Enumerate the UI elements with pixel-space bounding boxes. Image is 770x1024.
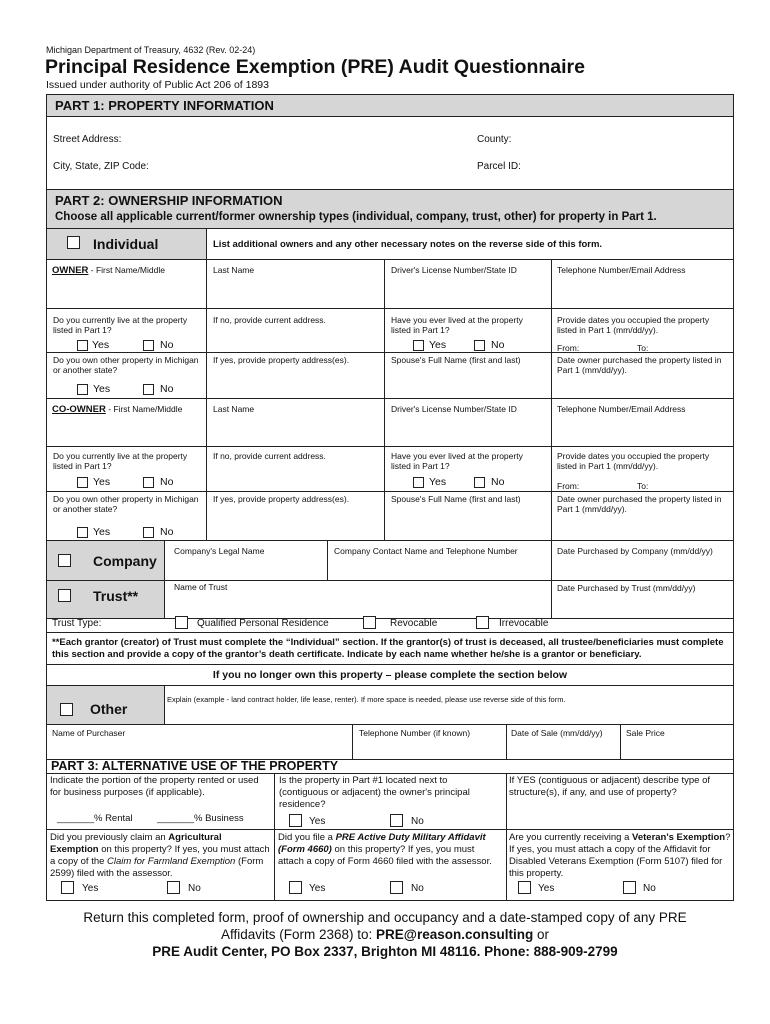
coowner-if-yes-label: If yes, provide property address(es). <box>213 494 350 504</box>
trust-note: **Each grantor (creator) of Trust must complete the “Individual” section. If the grantor(s) of trust is deceased, all trustee/beneficiaries must complete this section and provide a copy of the grantor’s death certificate. Indicate by each name whether he/she is a grantor or beneficiary. <box>52 637 724 660</box>
footer-line-2-pre: Affidavits (Form 2368) to: <box>220 927 377 942</box>
city-state-zip-label: City, State, ZIP Code: <box>53 161 149 172</box>
veteran-q-end: ? If yes, you must attach a copy of the Affidavit for Disabled Veterans Exemption (Form 5107) filed for this property. <box>509 832 731 879</box>
coowner-if-no-label: If no, provide current address. <box>213 451 326 461</box>
trust-type-label: Trust Type: <box>52 618 102 629</box>
owner-own-other-yes-label: Yes <box>93 383 111 395</box>
footer-line-3: PRE Audit Center, PO Box 2337, Brighton MI 48116. Phone: 888-909-2799 <box>152 944 618 959</box>
owner-ever-lived-no-label: No <box>491 339 505 351</box>
contiguous-question: Is the property in Part #1 located next to (contiguous or adjacent) the owner's principal residence? <box>279 775 470 810</box>
coowner-ever-lived-no-checkbox[interactable] <box>474 477 485 488</box>
owner-live-question: Do you currently live at the property listed in Part 1? <box>53 315 188 335</box>
owner-to-label: To: <box>637 343 649 353</box>
military-yes-label: Yes <box>309 883 326 894</box>
owner-own-other-question: Do you own other property in Michigan or another state? <box>53 355 199 375</box>
coowner-live-no-label: No <box>160 476 174 488</box>
owner-date-purchased-label: Date owner purchased the property listed in Part 1 (mm/dd/yy). <box>557 355 722 375</box>
trust-revocable-label: Revocable <box>390 618 438 629</box>
owner-live-yes-label: Yes <box>92 339 110 351</box>
coowner-own-other-yes-label: Yes <box>93 526 111 538</box>
form-number: Michigan Department of Treasury, 4632 (Rev. 02-24) <box>46 45 256 55</box>
owner-from-label: From: <box>557 343 580 353</box>
agricultural-yes-checkbox[interactable] <box>61 881 74 894</box>
coowner-ever-lived-question: Have you ever lived at the property listed in Part 1? <box>391 451 523 471</box>
agricultural-q-end: (Form 2599) filed with the assessor. <box>50 856 264 879</box>
coowner-ever-lived-yes-label: Yes <box>429 476 447 488</box>
footer-line-1: Return this completed form, proof of ownership and occupancy and a date-stamped copy of any PRE <box>83 910 687 925</box>
part2-heading: PART 2: OWNERSHIP INFORMATION <box>55 193 283 208</box>
trust-date-label: Date Purchased by Trust (mm/dd/yy) <box>557 583 696 593</box>
footer-line-2-post: or <box>533 927 550 942</box>
veteran-no-checkbox[interactable] <box>623 881 636 894</box>
veteran-q-pre: Are you currently receiving a <box>509 832 633 843</box>
coowner-label: CO-OWNER <box>52 404 106 415</box>
military-no-label: No <box>411 883 424 894</box>
purchaser-tel-label: Telephone Number (if known) <box>359 728 471 738</box>
veteran-question <box>509 832 731 880</box>
no-longer-own-heading: If you no longer own this property – please complete the section below <box>212 669 568 681</box>
other-label: Other <box>90 701 128 717</box>
company-contact-label: Company Contact Name and Telephone Number <box>334 546 518 556</box>
coowner-to-label: To: <box>637 481 649 491</box>
veteran-q-bold: Veteran's Exemption <box>632 832 726 843</box>
coowner-own-other-no-checkbox[interactable] <box>143 527 154 538</box>
contiguous-no-label: No <box>411 816 424 827</box>
parcel-id-label: Parcel ID: <box>477 161 521 172</box>
company-date-label: Date Purchased by Company (mm/dd/yy) <box>557 546 713 556</box>
coowner-ever-lived-yes-checkbox[interactable] <box>413 477 424 488</box>
agricultural-q-bold: Agricultural Exemption <box>50 832 222 855</box>
part2-instruction: Choose all applicable current/former ownership types (individual, company, trust, other) for property in Part 1. <box>55 211 657 223</box>
coowner-from-label: From: <box>557 481 580 491</box>
military-no-checkbox[interactable] <box>390 881 403 894</box>
owner-live-yes-checkbox[interactable] <box>77 340 88 351</box>
coowner-first-name-suffix: - First Name/Middle <box>105 404 183 414</box>
business-percent: _______% Business <box>157 813 244 824</box>
company-label: Company <box>93 553 157 569</box>
rental-percent: _______% Rental <box>57 813 133 824</box>
company-legal-name-label: Company's Legal Name <box>174 546 265 556</box>
agricultural-question <box>50 832 272 880</box>
agricultural-q-mid: on this property? If yes, you must attach a copy of the <box>50 844 270 867</box>
individual-checkbox[interactable] <box>67 236 80 249</box>
military-yes-checkbox[interactable] <box>289 881 302 894</box>
trust-qpr-label: Qualified Personal Residence <box>197 618 329 629</box>
coowner-own-other-no-label: No <box>160 526 174 538</box>
sale-price-label: Sale Price <box>626 728 665 738</box>
coowner-live-question: Do you currently live at the property listed in Part 1? <box>53 451 188 471</box>
owner-dl-label: Driver's License Number/State ID <box>391 265 517 275</box>
owner-ever-lived-no-checkbox[interactable] <box>474 340 485 351</box>
military-q-pre: Did you file a <box>278 832 336 843</box>
contiguous-no-checkbox[interactable] <box>390 814 403 827</box>
owner-last-name-label: Last Name <box>213 265 255 275</box>
agricultural-q-pre: Did you previously claim an <box>50 832 169 843</box>
part3-heading: PART 3: ALTERNATIVE USE OF THE PROPERTY <box>51 759 339 773</box>
street-address-label: Street Address: <box>53 134 122 145</box>
part1-heading: PART 1: PROPERTY INFORMATION <box>55 98 274 113</box>
trust-irrevocable-label: Irrevocable <box>499 618 549 629</box>
agricultural-no-checkbox[interactable] <box>167 881 180 894</box>
coowner-spouse-label: Spouse's Full Name (first and last) <box>391 494 521 504</box>
trust-checkbox[interactable] <box>58 589 71 602</box>
owner-own-other-no-checkbox[interactable] <box>143 384 154 395</box>
company-checkbox[interactable] <box>58 554 71 567</box>
owner-label: OWNER <box>52 265 89 276</box>
contiguous-yes-label: Yes <box>309 816 326 827</box>
coowner-ever-lived-no-label: No <box>491 476 505 488</box>
trust-qpr-checkbox[interactable] <box>175 616 188 629</box>
other-explain-label: Explain (example - land contract holder, life lease, renter). If more space is needed, please use reverse side of this form. <box>167 695 566 704</box>
owner-own-other-yes-checkbox[interactable] <box>77 384 88 395</box>
trust-revocable-checkbox[interactable] <box>363 616 376 629</box>
owner-tel-label: Telephone Number/Email Address <box>557 265 686 275</box>
footer-line-2 <box>0 927 770 942</box>
individual-label: Individual <box>93 236 159 252</box>
page-title: Principal Residence Exemption (PRE) Audit Questionnaire <box>45 56 585 78</box>
coowner-date-purchased-label: Date owner purchased the property listed in Part 1 (mm/dd/yy). <box>557 494 722 514</box>
owner-ever-lived-yes-label: Yes <box>429 339 447 351</box>
military-q-end: on this property? If yes, you must attach a copy of Form 4660 filed with the assessor. <box>278 844 492 867</box>
owner-spouse-label: Spouse's Full Name (first and last) <box>391 355 521 365</box>
agricultural-q-italic: Claim for Farmland Exemption <box>107 856 236 867</box>
authority-note: Issued under authority of Public Act 206 of 1893 <box>46 79 269 91</box>
owner-if-no-label: If no, provide current address. <box>213 315 326 325</box>
coowner-own-other-yes-checkbox[interactable] <box>77 527 88 538</box>
agricultural-no-label: No <box>188 883 201 894</box>
owner-dates-occupied-label: Provide dates you occupied the property listed in Part 1 (mm/dd/yy). <box>557 315 710 335</box>
owner-ever-lived-yes-checkbox[interactable] <box>413 340 424 351</box>
owner-own-other-no-label: No <box>160 383 174 395</box>
coowner-live-yes-checkbox[interactable] <box>77 477 88 488</box>
structure-question: If YES (contiguous or adjacent) describe type of structure(s), if any, and use of property? <box>509 775 711 798</box>
owner-live-no-checkbox[interactable] <box>143 340 154 351</box>
owner-ever-lived-question: Have you ever lived at the property listed in Part 1? <box>391 315 523 335</box>
coowner-dates-occupied-label: Provide dates you occupied the property listed in Part 1 (mm/dd/yy). <box>557 451 710 471</box>
questionnaire-form <box>46 94 734 901</box>
coowner-live-yes-label: Yes <box>93 476 111 488</box>
purchaser-name-label: Name of Purchaser <box>52 728 126 738</box>
military-question <box>278 832 502 868</box>
veteran-no-label: No <box>643 883 656 894</box>
other-checkbox[interactable] <box>60 703 73 716</box>
owner-live-no-label: No <box>160 339 174 351</box>
sale-date-label: Date of Sale (mm/dd/yy) <box>511 728 603 738</box>
trust-label: Trust** <box>93 588 139 604</box>
owner-if-yes-label: If yes, provide property address(es). <box>213 355 350 365</box>
contiguous-yes-checkbox[interactable] <box>289 814 302 827</box>
agricultural-yes-label: Yes <box>82 883 99 894</box>
military-q-bold: PRE Active Duty Military Affidavit (Form 4660) <box>278 832 486 855</box>
coowner-own-other-question: Do you own other property in Michigan or another state? <box>53 494 199 514</box>
coowner-first-name-label <box>52 404 182 415</box>
trust-irrevocable-checkbox[interactable] <box>476 616 489 629</box>
footer-email-link[interactable]: PRE@reason.consulting <box>376 927 534 942</box>
owner-first-name-suffix: - First Name/Middle <box>88 265 165 275</box>
veteran-yes-label: Yes <box>538 883 555 894</box>
coowner-dl-label: Driver's License Number/State ID <box>391 404 517 414</box>
trust-name-label: Name of Trust <box>174 582 228 592</box>
veteran-yes-checkbox[interactable] <box>518 881 531 894</box>
rental-question: Indicate the portion of the property rented or used for business purposes (if applicable). <box>50 775 259 798</box>
coowner-live-no-checkbox[interactable] <box>143 477 154 488</box>
owner-first-name-label <box>52 265 165 276</box>
county-label: County: <box>477 134 512 145</box>
individual-note: List additional owners and any other necessary notes on the reverse side of this form. <box>213 239 603 250</box>
coowner-tel-label: Telephone Number/Email Address <box>557 404 686 414</box>
coowner-last-name-label: Last Name <box>213 404 255 414</box>
